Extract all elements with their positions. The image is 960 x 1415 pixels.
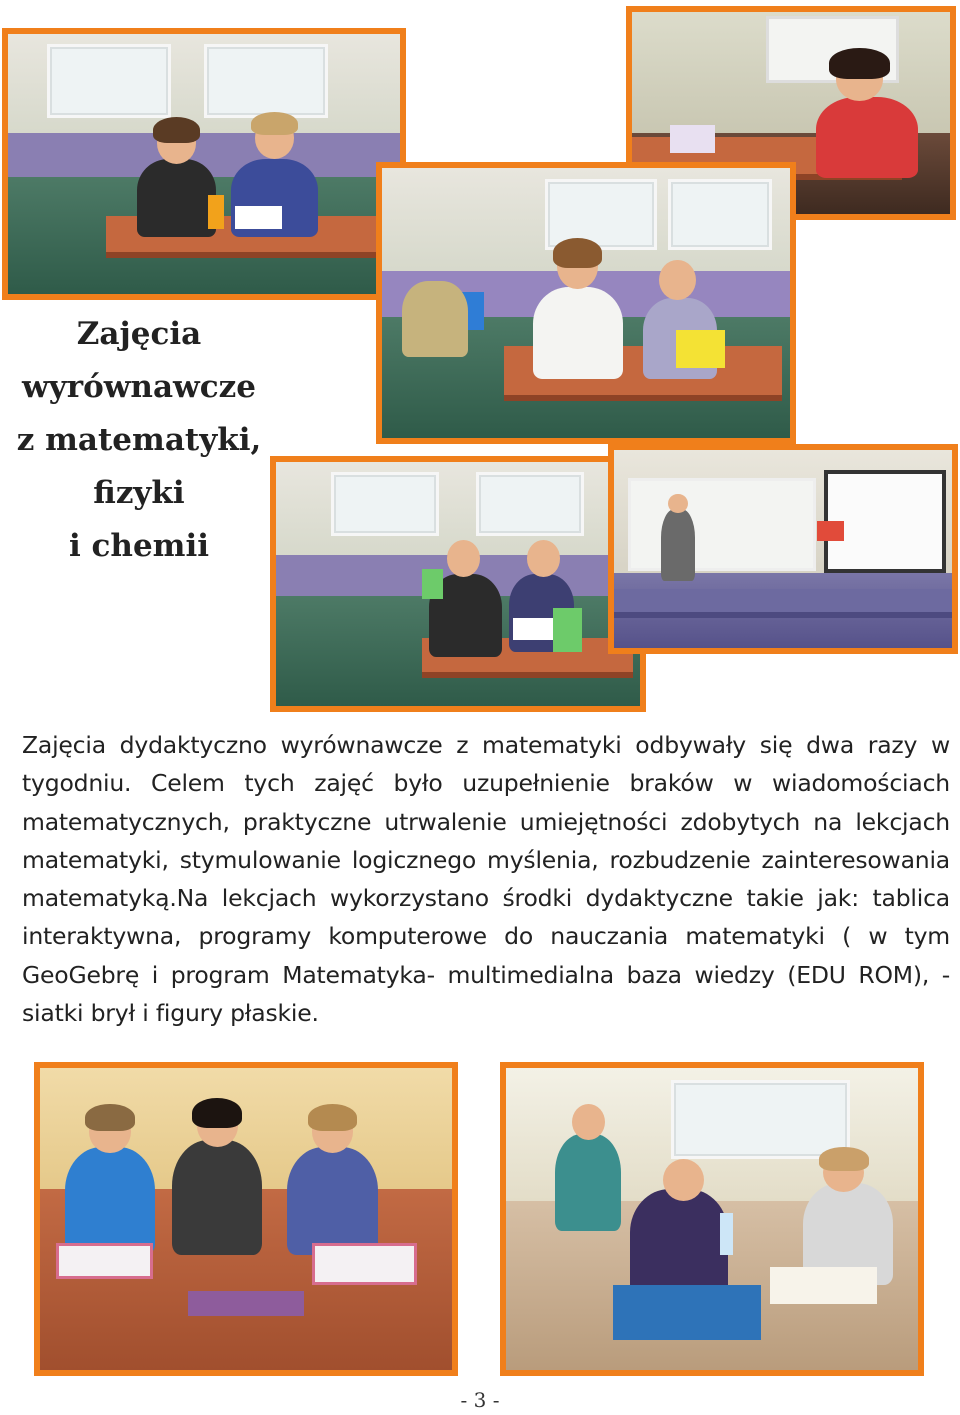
page-title — [8, 308, 270, 573]
title-line-3: z matematyki, — [16, 422, 262, 458]
photo-students-electronics-kit — [500, 1062, 924, 1376]
photo-classroom-yellow-cube — [376, 162, 796, 444]
body-paragraph: Zajęcia dydaktyczno wyrównawcze z matematyki odbywały się dwa razy w tygodniu. Celem tych zajęć było uzupełnienie braków w wiadomościach matematycznych, praktyczne utrwalenie umiejętności zdobytych na lekcjach matematyki, stymulowanie logicznego myślenia, rozbudzenie zainteresowania matematyką.Na lekcjach wykorzystano środki dydaktyczne takie jak: tablica interaktywna, programy komputerowe do nauczania matematyki ( w tym GeoGebrę i program Matematyka- multimedialna baza wiedzy (EDU ROM), - siatki brył i figury płaskie. — [22, 731, 950, 1028]
title-line-1: Zajęcia — [76, 316, 202, 352]
photo-interactive-whiteboard — [608, 444, 958, 654]
title-line-4: fizyki — [93, 475, 185, 511]
photo-classroom-students-1 — [2, 28, 406, 300]
page-number: - 3 - — [460, 1388, 500, 1412]
title-line-5: i chemii — [68, 528, 210, 564]
photo-classroom-students-2 — [270, 456, 646, 712]
title-line-2: wyrównawcze — [22, 369, 256, 405]
photo-students-experiment-kits — [34, 1062, 458, 1376]
